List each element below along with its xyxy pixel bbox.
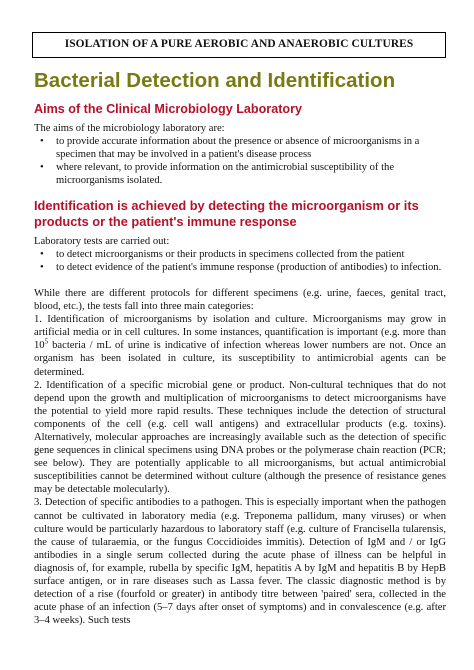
paragraph-culture: 1. Identification of microorganisms by isolation and culture. Microorganisms may grow in artificial media or in cell cultures. In some instances, quantification is important (e.g. more than $10^5$ bacteria / mL of urine is indicative of infection whereas lower numbers are not. Once an organism has been isolated in culture, its susceptibility to antimicrobial agents can be determined. <box>34 314 446 378</box>
list-item: • to provide accurate information about the presence or absence of microorganisms in a specimen that may be involved in a patient's disease process <box>40 136 420 161</box>
document-page <box>32 32 446 627</box>
list-item: • to detect microorganisms or their products in specimens collected from the patient <box>40 248 405 260</box>
paragraph-antibodies: 3. Detection of specific antibodies to a pathogen. This is especially important when the pathogen cannot be cultivated in laboratory media (e.g. Treponema pallidum, many viruses) or when culture would be particularly hazardous to laboratory staff (e.g. culture of Francisella tularensis, the cause of tularaemia, or the fungus Coccidioides immitis). Detection of IgM and / or IgG antibodies in a single serum collected during the acute phase of illness can be helpful in diagnosis of, for example, rubella by specific IgM, hepatitis A by IgM and hepatitis B by HepB surface antigen, or in rare diseases such as Lassa fever. The classic diagnostic method is by detection of a rise (fourfold or greater) in antibody titre between 'paired' sera, collected in the acute phase of an infection (5–7 days after onset of symptoms) and in convalescence (e.g. after 3–4 weeks). Such tests <box>34 497 446 627</box>
paragraph-categories: While there are different protocols for different specimens (e.g. urine, faeces, genital tract, blood, etc.), the tests fall into three main categories: <box>34 287 446 313</box>
section-heading-aims: Aims of the Clinical Microbiology Laboratory <box>34 102 302 116</box>
aims-list <box>32 135 446 187</box>
section-banner <box>32 32 446 58</box>
bullet-icon: • <box>40 261 44 273</box>
bullet-icon: • <box>40 248 44 260</box>
section-banner-text: ISOLATION OF A PURE AEROBIC AND ANAEROBIC CULTURES <box>64 38 414 51</box>
list-item: • to detect evidence of the patient's immune response (production of antibodies) to infection. <box>40 261 442 273</box>
list-item: • where relevant, to provide information on the antimicrobial susceptibility of the microorganisms isolated. <box>40 162 395 187</box>
bullet-icon: • <box>40 136 44 148</box>
body-text <box>32 287 446 627</box>
bullet-icon: • <box>40 162 44 174</box>
section-heading-identification: Identification is achieved by detecting the microorganism or its products or the patient's immune response <box>34 198 419 230</box>
tests-list <box>32 248 446 274</box>
paragraph-gene-product: 2. Identification of a specific microbial gene or product. Non-cultural techniques that do not depend upon the growth and multiplication of microorganisms to detect microorganisms have the potential to yield more rapid results. These techniques include the detection of structural components of the cell (e.g. cell wall antigens) and extracellular products (e.g. toxins). Alternatively, molecular approaches are increasingly available such as the detection of specific gene sequences in clinical specimens using DNA probes or the polymerase chain reaction (PCR; see below). They are potentially applicable to all microorganisms, but actual antimicrobial susceptibilities cannot be determined without culture (although the presence of resistance genes may be detectable molecularly). <box>34 379 446 496</box>
page-title: Bacterial Detection and Identification <box>34 69 396 92</box>
aims-intro: The aims of the microbiology laboratory are: <box>34 123 225 134</box>
tests-intro: Laboratory tests are carried out: <box>34 235 170 247</box>
